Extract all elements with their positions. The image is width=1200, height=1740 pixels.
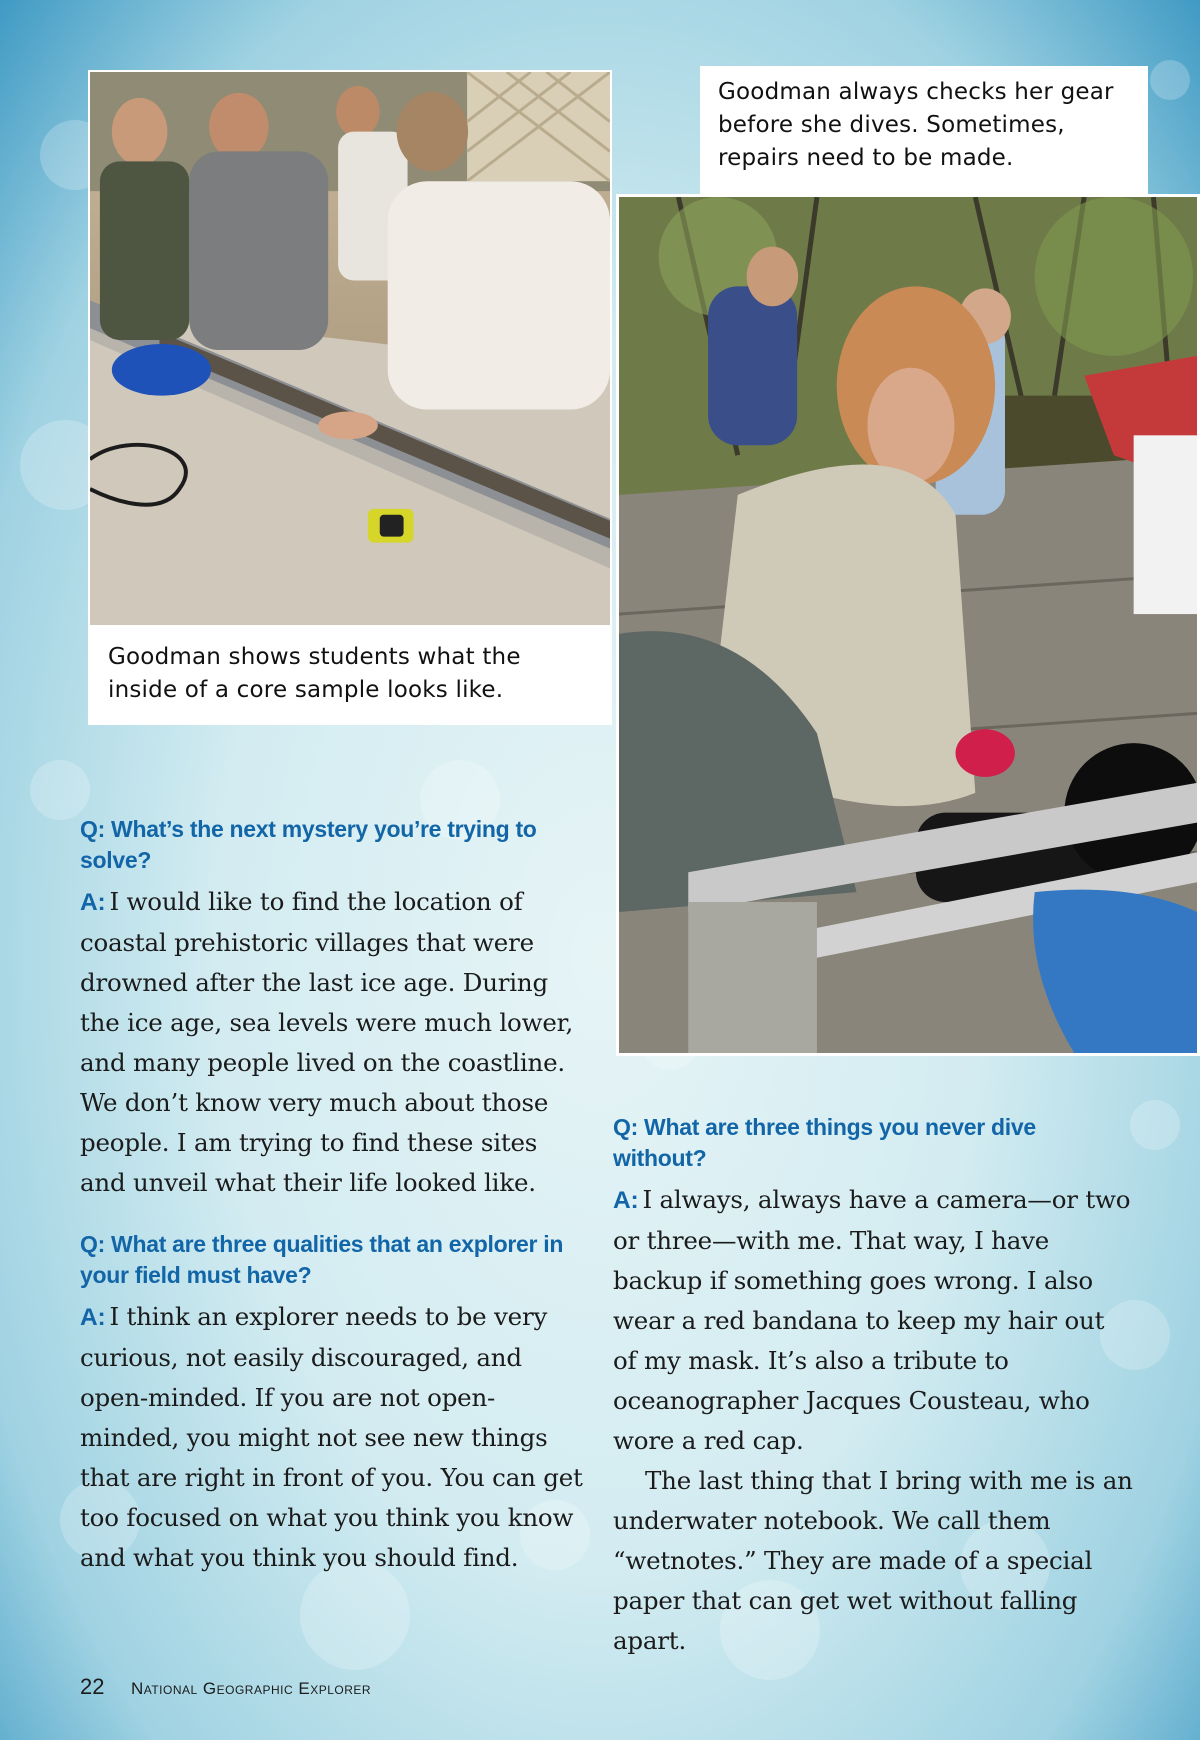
question-mystery: Q: What’s the next mystery you’re trying to solve? — [80, 816, 537, 873]
answer-mystery-text: I would like to find the location of coastal prehistoric villages that were drowned after the last ice age. During the ice age, sea levels were much lower, and many people lived on the coastline. We don’t know very much about those people. I am trying to find these sites and unveil what their life looked like. — [80, 887, 574, 1197]
core-caption-text: Goodman shows students what the inside of a core sample looks like. — [108, 644, 521, 703]
answer-dive-items-continued: The last thing that I bring with me is an underwater notebook. We call them “wetnotes.” They are made of a special paper that can get wet without falling apart. — [613, 1466, 1133, 1655]
answer-qualities-text: I think an explorer needs to be very curious, not easily discouraged, and open-minded. If you are not open-minded, you might not see new things that are right in front of you. You can get too focused on what you think you know and what you think you should find. — [80, 1302, 583, 1572]
answer-label: A: — [80, 889, 106, 916]
core-sample-photo — [88, 70, 612, 627]
answer-label: A: — [613, 1187, 639, 1214]
question-qualities: Q: What are three qualities that an explorer in your field must have? — [80, 1231, 564, 1288]
answer-dive-items-text: I always, always have a camera—or two or three—with me. That way, I have backup if something goes wrong. I also wear a red bandana to keep my hair out of my mask. It’s also a tribute to oceanographer Jacques Cousteau, who wore a red cap. — [613, 1185, 1131, 1455]
question-dive-items: Q: What are three things you never dive without? — [613, 1114, 1036, 1171]
right-text-column — [613, 1112, 1133, 1687]
answer-label: A: — [80, 1304, 106, 1331]
core-sample-caption — [88, 627, 612, 725]
answer-dive-items — [613, 1180, 1133, 1461]
left-text-column — [80, 814, 590, 1604]
answer-qualities — [80, 1297, 590, 1578]
gear-caption-text: Goodman always checks her gear before she dives. Sometimes, repairs need to be made. — [718, 79, 1114, 171]
answer-mystery — [80, 882, 590, 1203]
page-number: 22 — [80, 1674, 105, 1699]
gear-repair-photo — [616, 194, 1200, 1056]
page-footer — [80, 1674, 371, 1700]
magazine-name: National Geographic Explorer — [130, 1679, 372, 1698]
gear-check-caption — [700, 66, 1148, 194]
